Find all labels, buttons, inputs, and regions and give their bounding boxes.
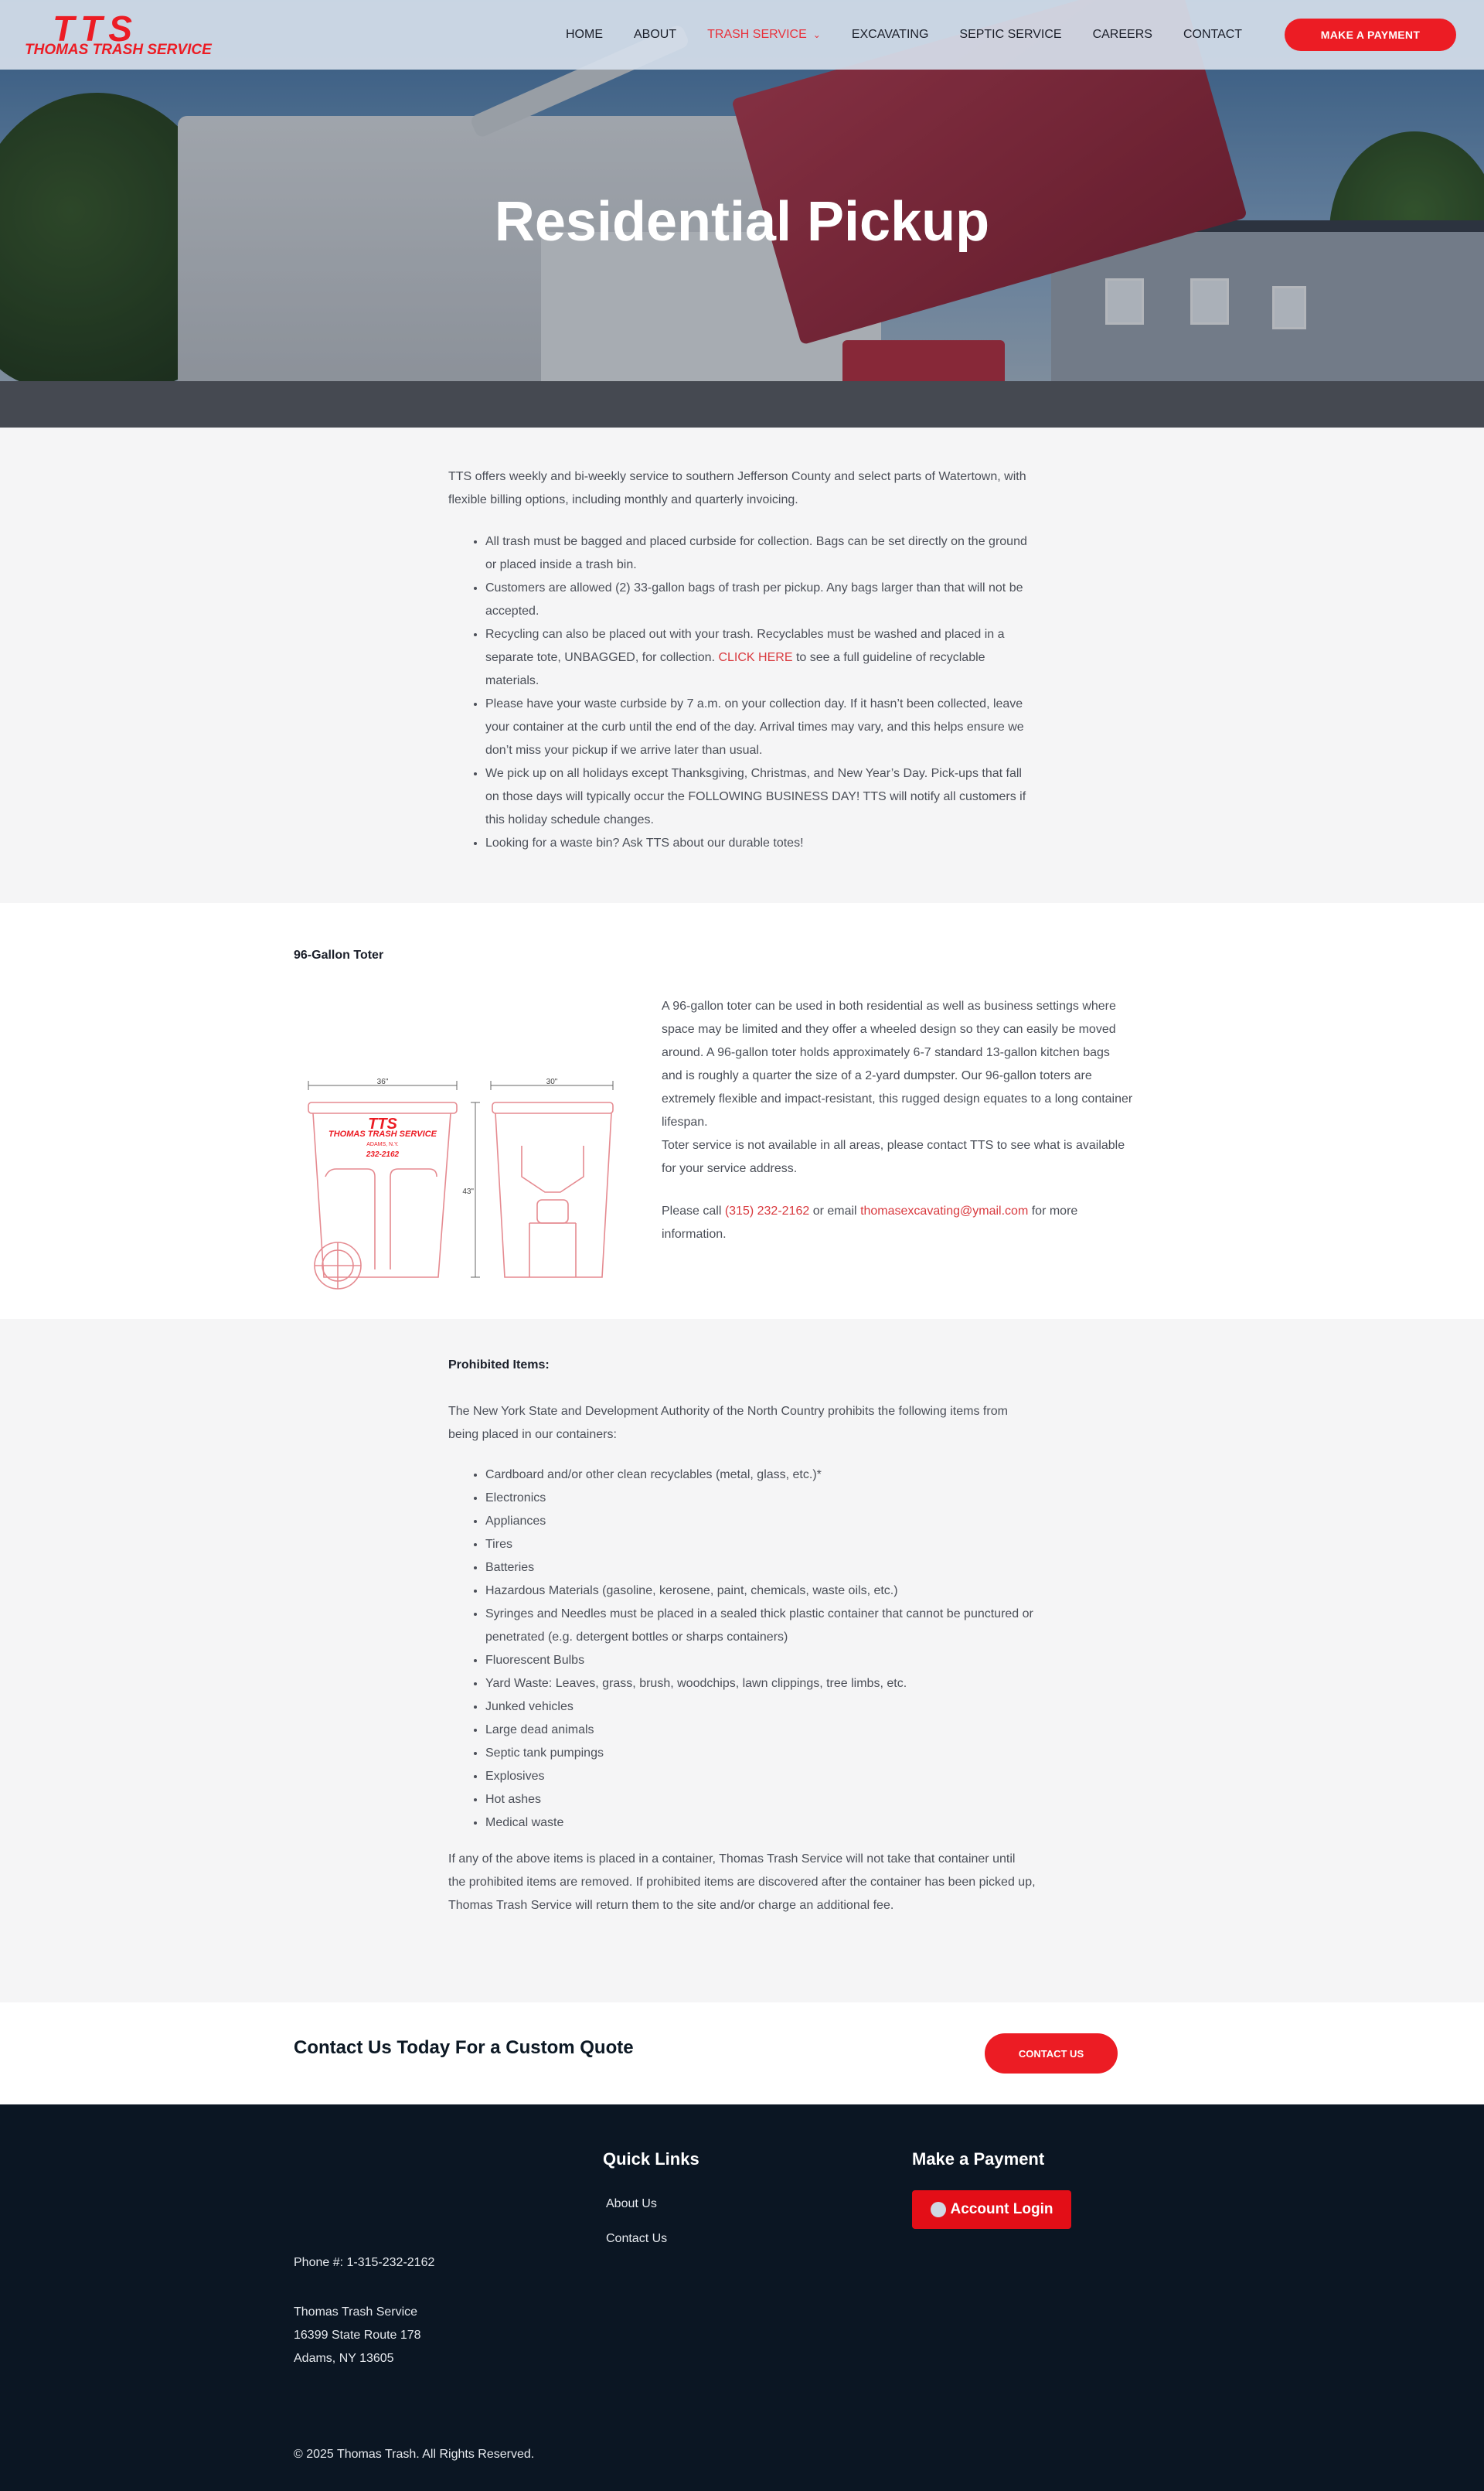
residential-intro: TTS offers weekly and bi-weekly service to southern Jefferson County and select parts of Watertown, with flexible billing options, including monthly and quarterly invoicing. xyxy=(448,470,1026,506)
contact-us-button[interactable]: CONTACT US xyxy=(985,2033,1118,2074)
list-item: • Electronics xyxy=(485,1487,1036,1510)
list-item: • Hot ashes xyxy=(485,1788,1036,1811)
residential-content xyxy=(448,465,1036,855)
payment-title: Make a Payment xyxy=(912,2149,1045,2169)
list-item: • Explosives xyxy=(485,1765,1036,1788)
prohibited-list xyxy=(448,1464,1036,1835)
main-nav xyxy=(566,0,1273,70)
recycling-guide-link[interactable]: CLICK HERE xyxy=(718,651,793,664)
nav-contact[interactable] xyxy=(1183,28,1242,42)
toter-brand-label: THOMAS TRASH SERVICE xyxy=(328,1130,437,1139)
prohibited-intro: The New York State and Development Authority of the North Country prohibits the following items from being placed in our containers: xyxy=(448,1405,1008,1441)
list-item: • Please have your waste curbside by 7 a.m. on your collection day. If it hasn’t been collected, leave your container at the curb until the end of the day. Arrival times may vary, and this helps ensure we don’t miss your pickup if we arrive later than usual. xyxy=(485,693,1036,762)
list-item: • Medical waste xyxy=(485,1811,1036,1835)
footer-address xyxy=(294,2301,421,2370)
toter-heading: 96-Gallon Toter xyxy=(294,949,384,962)
nav-home[interactable] xyxy=(566,28,603,42)
cta-heading: Contact Us Today For a Custom Quote xyxy=(294,2037,634,2058)
list-item: • Fluorescent Bulbs xyxy=(485,1649,1036,1672)
chevron-down-icon: ⌄ xyxy=(812,29,821,40)
prohibited-outro: If any of the above items is placed in a container, Thomas Trash Service will not take that container until the prohibited items are removed. If prohibited items are discovered after the container has been picked up, Thomas Trash Service will return them to the site and/or charge an additional fee. xyxy=(448,1852,1036,1912)
page-title: Residential Pickup xyxy=(494,191,990,253)
toter-section xyxy=(0,903,1484,1319)
nav-septic-service[interactable] xyxy=(959,28,1061,42)
list-item: • Junked vehicles xyxy=(485,1695,1036,1719)
list-item: • Syringes and Needles must be placed in a sealed thick plastic container that cannot be punctured or penetrated (e.g. detergent bottles or sharps containers) xyxy=(485,1603,1036,1649)
prohibited-section xyxy=(0,1319,1484,2002)
footer-phone: Phone #: 1-315-232-2162 xyxy=(294,2256,435,2269)
contact-text: or email xyxy=(812,1205,857,1218)
toter-depth-label: 30" xyxy=(546,1078,558,1086)
quick-links-title: Quick Links xyxy=(603,2149,699,2169)
list-item: • Hazardous Materials (gasoline, kerosene, paint, chemicals, waste oils, etc.) xyxy=(485,1579,1036,1603)
nav-excavating[interactable] xyxy=(852,28,929,42)
prohibited-heading: Prohibited Items: xyxy=(448,1358,550,1372)
nav-label: CONTACT xyxy=(1183,28,1243,41)
nav-trash-service[interactable] xyxy=(707,28,821,42)
list-item: • Batteries xyxy=(485,1556,1036,1579)
nav-label: CAREERS xyxy=(1092,28,1152,41)
copyright: © 2025 Thomas Trash. All Rights Reserved. xyxy=(294,2448,535,2461)
contact-text: Please call xyxy=(662,1205,722,1218)
list-item xyxy=(485,623,1036,693)
toter-diagram xyxy=(298,1022,622,1370)
toter-phone-label: 232-2162 xyxy=(366,1150,400,1159)
email-link[interactable]: thomasexcavating@ymail.com xyxy=(860,1205,1029,1218)
site-footer xyxy=(0,2104,1484,2491)
recycling-text: Recycling can also be placed out with your trash. Recyclables must be washed and placed in a separate tote, UNBAGGED, for collection. xyxy=(485,628,1005,664)
nav-label: SEPTIC SERVICE xyxy=(959,28,1062,41)
nav-label: EXCAVATING xyxy=(851,28,929,41)
nav-careers[interactable] xyxy=(1093,28,1152,42)
toter-paragraph: A 96-gallon toter can be used in both residential as well as business settings where space may be limited and they offer a wheeled design so they can easily be moved around. A 96-gallon toter holds approximately 6-7 standard 13-gallon kitchen bags and is roughly a quarter the size of a 2-yard dumpster. Our 96-gallon toters are extremely flexible and impact-resistant, this rugged design equates to a long container lifespan. xyxy=(662,1000,1133,1129)
nav-label: HOME xyxy=(566,28,603,41)
residential-section xyxy=(0,428,1484,903)
toter-paragraph: Toter service is not available in all areas, please contact TTS to see what is available for your service address. xyxy=(662,1139,1125,1175)
list-item: • Appliances xyxy=(485,1510,1036,1533)
list-item: • Yard Waste: Leaves, grass, brush, woodchips, lawn clippings, tree limbs, etc. xyxy=(485,1672,1036,1695)
list-item: • Cardboard and/or other clean recyclables (metal, glass, etc.)* xyxy=(485,1464,1036,1487)
contact-text: for more information. xyxy=(662,1205,1078,1241)
phone-link[interactable]: (315) 232-2162 xyxy=(724,1205,810,1218)
address-city: Adams, NY 13605 xyxy=(294,2352,394,2365)
list-item: • Customers are allowed (2) 33-gallon bags of trash per pickup. Any bags larger than that will not be accepted. xyxy=(485,577,1036,623)
make-payment-button[interactable]: MAKE A PAYMENT xyxy=(1285,19,1456,51)
footer-link-about[interactable]: About Us xyxy=(606,2197,657,2210)
address-street: 16399 State Route 178 xyxy=(294,2329,421,2342)
list-item: • Tires xyxy=(485,1533,1036,1556)
toter-contact-line xyxy=(662,1200,1133,1246)
address-name: Thomas Trash Service xyxy=(294,2305,418,2319)
nav-about[interactable] xyxy=(634,28,676,42)
account-login-label: Account Login xyxy=(950,2201,1053,2217)
nav-label: TRASH SERVICE xyxy=(707,28,807,41)
toter-logo-letters: TTS xyxy=(368,1116,397,1133)
account-login-button[interactable] xyxy=(912,2190,1071,2229)
list-item: • All trash must be bagged and placed curbside for collection. Bags can be set directly on the ground or placed inside a trash bin. xyxy=(485,530,1036,577)
nav-label: ABOUT xyxy=(634,28,677,41)
footer-link-contact[interactable]: Contact Us xyxy=(606,2232,668,2245)
logo-letters: TTS xyxy=(53,9,138,49)
recycling-text-after: to see a full guideline of recyclable materials. xyxy=(485,651,985,687)
toter-width-label: 36" xyxy=(376,1078,389,1086)
residential-rules-list xyxy=(448,530,1036,855)
logo-name: THOMAS TRASH SERVICE xyxy=(25,42,212,58)
site-header xyxy=(0,0,1484,70)
toter-town-label: ADAMS, N.Y. xyxy=(366,1142,399,1147)
site-logo[interactable] xyxy=(25,9,212,59)
globe-icon xyxy=(931,2202,946,2217)
list-item: • Large dead animals xyxy=(485,1719,1036,1742)
list-item: • We pick up on all holidays except Thanksgiving, Christmas, and New Year’s Day. Pick-ups that fall on those days will typically occur the FOLLOWING BUSINESS DAY! TTS will notify all customers if this holiday schedule changes. xyxy=(485,762,1036,832)
cta-section xyxy=(0,2002,1484,2104)
toter-description xyxy=(662,995,1133,1246)
toter-height-label: 43" xyxy=(462,1188,474,1196)
list-item: • Septic tank pumpings xyxy=(485,1742,1036,1765)
list-item: • Looking for a waste bin? Ask TTS about our durable totes! xyxy=(485,832,1036,855)
